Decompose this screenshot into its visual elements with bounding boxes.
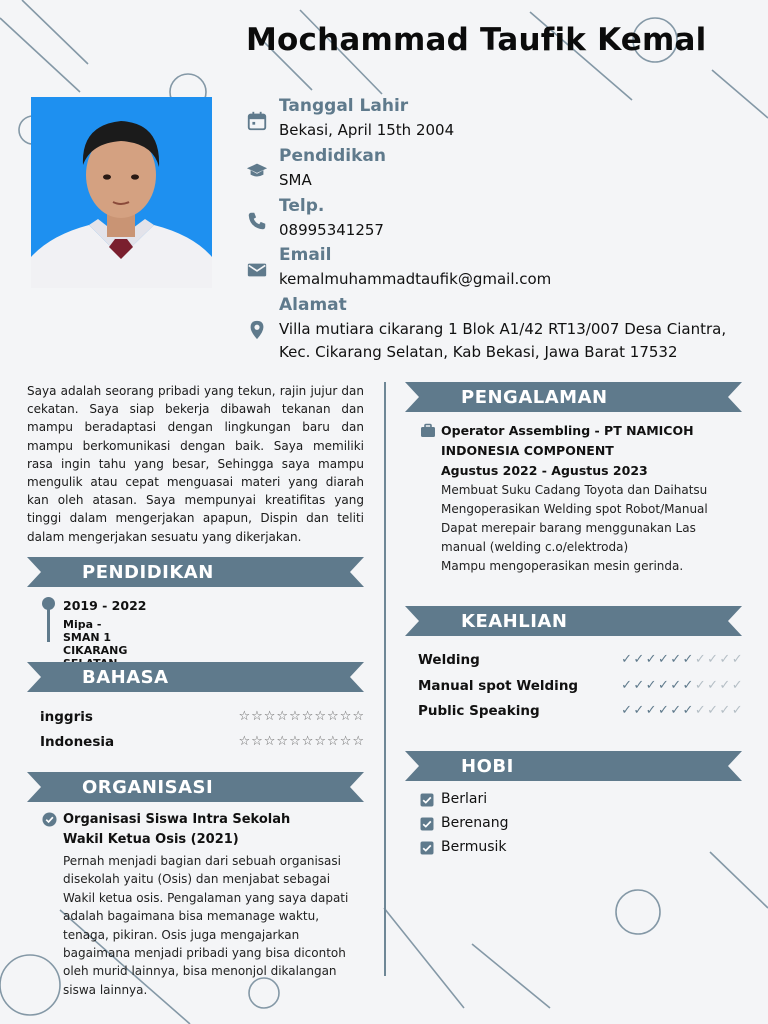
- calendar-icon: [246, 110, 268, 132]
- education-school: Mipa - SMAN 1 CIKARANG: [63, 618, 128, 657]
- hobby-name: Berlari: [441, 791, 488, 807]
- phone-label: Telp.: [279, 196, 325, 216]
- hobby-name: Bermusik: [441, 839, 507, 855]
- section-bahasa-title: BAHASA: [82, 667, 169, 688]
- experience-detail: manual (welding c.o/elektroda): [441, 540, 629, 554]
- skill-name: Welding: [418, 652, 480, 668]
- graduation-cap-icon: [246, 160, 268, 182]
- education-years: 2019 - 2022: [63, 598, 147, 613]
- skill-row: [418, 652, 744, 672]
- language-row: [40, 734, 365, 754]
- checkbox-checked-icon: [420, 793, 434, 807]
- address-line-2: Kec. Cikarang Selatan, Kab Bekasi, Jawa Barat 17532: [279, 343, 678, 361]
- profile-summary: Saya adalah seorang pribadi yang tekun, rajin jujur dan cekatan. Saya siap bekerja dibawah tekanan dan mampu beradaptasi dengan lingkungan baru dan mampu berkomunikasi dengan baik. Saya memiliki rasa ingin tahu yang besar, Sehingga saya mampu mengulik atau cepat menguasai materi yang diarah kan oleh atasan. Saya mempunyai kreatifitas yang tinggi dalam mengerjakan apapun, Dispin dan teliti dalam mengerjakan sesuatu yang dikerjakan.: [27, 384, 364, 544]
- section-keahlian-banner: [405, 606, 742, 636]
- experience-detail: Mengoperasikan Welding spot Robot/Manual: [441, 502, 708, 516]
- phone-value[interactable]: 08995341257: [279, 221, 384, 239]
- organization-description: Pernah menjadi bagian dari sebuah organisasi disekolah yaitu (Osis) dan menjabat sebagai Wakil ketua osis. Pengalaman yang saya dapati adalah bagaimana bisa memanage waktu, tenaga, pikiran. Osis juga mengajarkan bagaimana menjadi pribadi yang bisa dicontoh oleh murid lainnya, bisa menonjol dikalangan siswa lainnya.: [63, 854, 349, 997]
- language-stars: ☆☆☆☆☆☆☆☆☆☆: [238, 709, 365, 724]
- language-stars: ☆☆☆☆☆☆☆☆☆☆: [238, 734, 365, 749]
- envelope-icon: [246, 259, 268, 281]
- experience-period: Agustus 2022 - Agustus 2023: [441, 463, 648, 478]
- organization-name: Organisasi Siswa Intra Sekolah: [63, 812, 291, 827]
- experience-company: INDONESIA COMPONENT: [441, 443, 614, 458]
- hobby-name: Berenang: [441, 815, 509, 831]
- section-keahlian-title: KEAHLIAN: [461, 611, 568, 632]
- column-divider: [384, 382, 386, 976]
- education-label: Pendidikan: [279, 146, 386, 166]
- briefcase-icon: [420, 423, 436, 439]
- section-pengalaman-title: PENGALAMAN: [461, 387, 608, 408]
- language-name: Indonesia: [40, 734, 115, 750]
- checkbox-checked-icon: [420, 817, 434, 831]
- checkbox-checked-icon: [420, 841, 434, 855]
- section-pendidikan-banner: [27, 557, 364, 587]
- education-value: SMA: [279, 171, 312, 189]
- skill-row: [418, 703, 744, 723]
- skill-rating: ✓✓✓✓✓✓✓✓✓✓: [621, 652, 744, 667]
- timeline-stem: [47, 609, 50, 642]
- email-label: Email: [279, 245, 332, 265]
- skill-rating: ✓✓✓✓✓✓✓✓✓✓: [621, 703, 744, 718]
- section-pendidikan-title: PENDIDIKAN: [82, 562, 214, 583]
- section-hobi-title: HOBI: [461, 756, 514, 777]
- birth-label: Tanggal Lahir: [279, 96, 409, 116]
- location-pin-icon: [246, 319, 268, 341]
- birth-value: Bekasi, April 15th 2004: [279, 121, 455, 139]
- experience-title: Operator Assembling - PT NAMICOH: [441, 423, 694, 438]
- skill-row: [418, 678, 744, 698]
- phone-icon: [246, 210, 268, 232]
- experience-detail: Mampu mengoperasikan mesin gerinda.: [441, 559, 684, 573]
- skill-name: Manual spot Welding: [418, 678, 579, 694]
- section-bahasa-banner: [27, 662, 364, 692]
- section-organisasi-title: ORGANISASI: [82, 777, 214, 798]
- experience-detail: Membuat Suku Cadang Toyota dan Daihatsu: [441, 483, 708, 497]
- address-line-1: Villa mutiara cikarang 1 Blok A1/42 RT13/007 Desa Ciantra,: [279, 320, 727, 338]
- profile-photo: [31, 97, 212, 288]
- address-label: Alamat: [279, 295, 347, 315]
- person-illustration: [31, 97, 212, 288]
- email-value[interactable]: kemalmuhammadtaufik@gmail.com: [279, 270, 552, 288]
- experience-detail: Dapat merepair barang menggunakan Las: [441, 521, 696, 535]
- skill-rating: ✓✓✓✓✓✓✓✓✓✓: [621, 678, 744, 693]
- organization-role: Wakil Ketua Osis (2021): [63, 832, 239, 847]
- section-hobi-banner: [405, 751, 742, 781]
- check-circle-icon: [42, 812, 57, 827]
- candidate-name: Mochammad Taufik Kemal: [246, 22, 707, 58]
- language-name: inggris: [40, 709, 93, 725]
- section-pengalaman-banner: [405, 382, 742, 412]
- language-row: [40, 709, 365, 729]
- section-organisasi-banner: [27, 772, 364, 802]
- skill-name: Public Speaking: [418, 703, 540, 719]
